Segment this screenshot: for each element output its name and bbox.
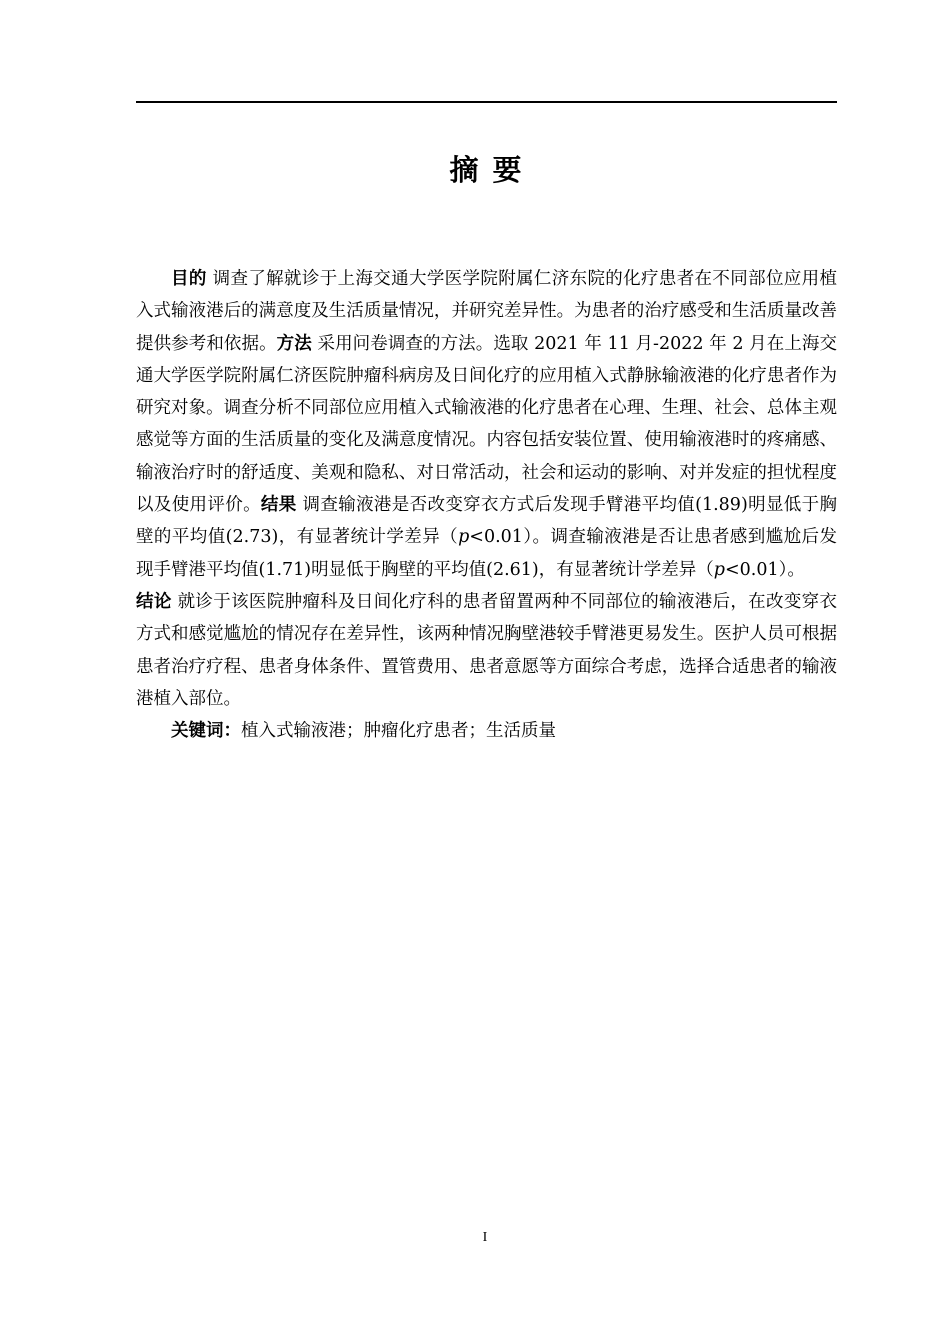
header-rule (136, 101, 837, 103)
conclusion-text: 就诊于该医院肿瘤科及日间化疗科的患者留置两种不同部位的输液港后，在改变穿衣方式和感觉尴尬的情况存在差异性，该两种情况胸壁港较手臂港更易发生。医护人员可根据患者治疗疗程、患者身体条件、置管费用、患者意愿等方面综合考虑，选择合适患者的输液港植入部位。 (136, 591, 838, 709)
methods-label: 方法 (276, 333, 312, 354)
results-text-1: 调查输液港是否改变穿衣方式后发现手臂港平均值(1.89)明显低于胸壁的平均值(2.73)，有显著统计学差异（ (136, 495, 838, 548)
p-value-symbol-2: p (713, 559, 725, 580)
p-value-symbol-1: p (458, 527, 470, 548)
keywords-text: 植入式输液港；肿瘤化疗患者；生活质量 (241, 721, 556, 742)
abstract-paragraph (136, 263, 837, 715)
page-number: I (482, 1230, 488, 1245)
results-p2-rest: <0.01）。 (724, 559, 805, 580)
objective-text: 调查了解就诊于上海交通大学医学院附属仁济东院的化疗患者在不同部位应用植入式输液港后的满意度及生活质量情况，并研究差异性。为患者的治疗感受和生活质量改善提供参考和依据。 (136, 269, 837, 354)
objective-label: 目的 (171, 269, 207, 289)
page-title: 摘 要 (449, 153, 524, 187)
conclusion-label: 结论 (136, 591, 172, 612)
keywords-line (136, 715, 837, 747)
abstract-body (136, 263, 837, 747)
results-p1-rest: <0.01）。调查输液港是否让患者感到尴尬后发现手臂港平均值(1.71)明显低于胸壁的平均值(2.61)，有显著统计学差异（ (136, 527, 837, 580)
results-label: 结果 (260, 495, 297, 516)
keywords-label: 关键词： (171, 721, 241, 742)
methods-text: 采用问卷调查的方法。选取 2021 年 11 月-2022 年 2 月在上海交通大学医学院附属仁济医院肿瘤科病房及日间化疗的应用植入式静脉输液港的化疗患者作为研究对象。调查分析不同部位应用植入式输液港的化疗患者在心理、生理、社会、总体主观感觉等方面的生活质量的变化及满意度情况。内容包括安装位置、使用输液港时的疼痛感、输液治疗时的舒适度、美观和隐私、对日常活动，社会和运动的影响、对并发症的担忧程度以及使用评价。 (136, 333, 837, 516)
